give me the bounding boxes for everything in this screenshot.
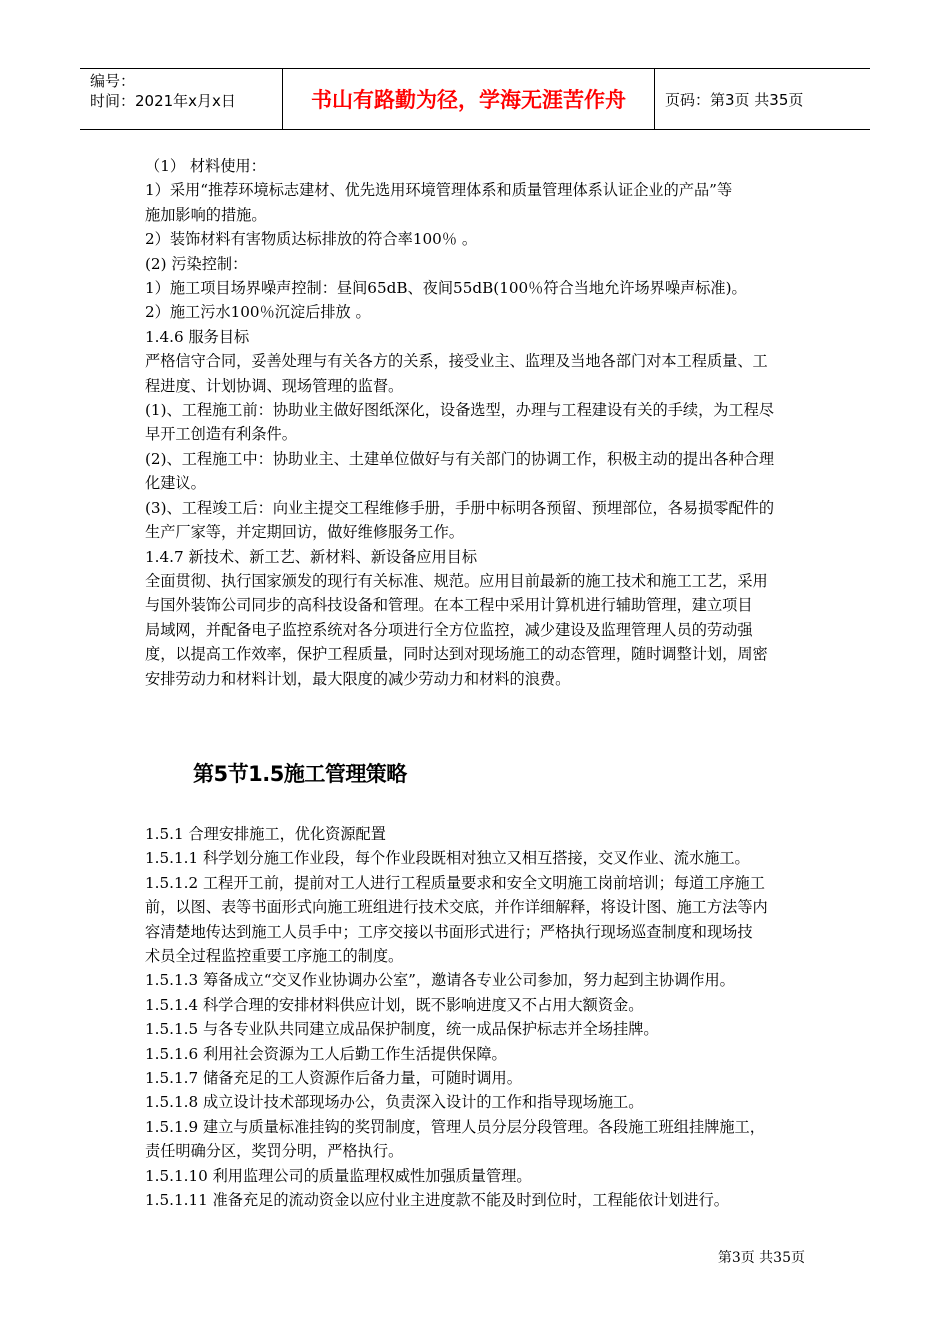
body-line: 1.5.1.6 利用社会资源为工人后勤工作生活提供保障。 — [145, 1044, 507, 1063]
body-line: 1.5.1.2 工程开工前，提前对工人进行工程质量要求和安全文明施工岗前培训；每道工序施工 — [145, 873, 765, 892]
body-line: （1） 材料使用： — [145, 157, 266, 175]
body-text-lower — [145, 822, 815, 1213]
body-line: 安排劳动力和材料计划，最大限度的减少劳动力和材料的浪费。 — [145, 669, 571, 688]
body-line: 1.5.1.5 与各专业队共同建立成品保护制度，统一成品保护标志并全场挂牌。 — [145, 1020, 659, 1039]
body-line: 施加影响的措施。 — [145, 205, 267, 224]
body-line: 1）施工项目场界噪声控制：昼间65dB、夜间55dB(100％符合当地允许场界噪声标准)。 — [145, 279, 747, 298]
body-line: 1.5.1.3 筹备成立“交叉作业协调办公室”，邀请各专业公司参加，努力起到主协调作用。 — [145, 971, 735, 990]
body-line: 1.5.1.9 建立与质量标准挂钩的奖罚制度，管理人员分层分段管理。各段施工班组挂牌施工， — [145, 1117, 765, 1136]
body-line: 前，以图、表等书面形式向施工班组进行技术交底，并作详细解释，将设计图、施工方法等内 — [145, 898, 768, 917]
body-line: 1）采用“推荐环境标志建材、优先选用环境管理体系和质量管理体系认证企业的产品”等 — [145, 181, 733, 200]
body-line: 化建议。 — [145, 474, 206, 493]
body-line: 局域网，并配备电子监控系统对各分项进行全方位监控，减少建设及监理管理人员的劳动强 — [145, 620, 753, 639]
body-line: (2) 污染控制： — [145, 254, 248, 273]
header-page-number: 页码：第3页 共35页 — [665, 90, 804, 109]
body-line: 1.5.1 合理安排施工，优化资源配置 — [145, 825, 386, 843]
body-text-upper — [145, 154, 815, 691]
body-line: 1.4.6 服务目标 — [145, 327, 250, 346]
body-line: 1.5.1.11 准备充足的流动资金以应付业主进度款不能及时到位时，工程能依计划进行。 — [145, 1191, 729, 1210]
page-footer: 第3页 共35页 — [717, 1250, 805, 1266]
body-line: 责任明确分区，奖罚分明，严格执行。 — [145, 1142, 404, 1161]
document-number-label: 编号： — [90, 72, 136, 90]
body-line: 容清楚地传达到施工人员手中；工序交接以书面形式进行；严格执行现场巡查制度和现场技 — [145, 922, 753, 941]
body-line: 2）施工污水100％沉淀后排放 。 — [145, 303, 371, 322]
page-header — [80, 68, 870, 130]
section-heading: 第5节1.5施工管理策略 — [193, 762, 407, 786]
body-line: 1.5.1.7 储备充足的工人资源作后备力量，可随时调用。 — [145, 1069, 522, 1088]
body-line: 全面贯彻、执行国家颁发的现行有关标准、规范。应用目前最新的施工技术和施工工艺，采用 — [145, 571, 768, 590]
body-line: 1.5.1.4 科学合理的安排材料供应计划，既不影响进度又不占用大额资金。 — [145, 995, 644, 1014]
body-line: 1.5.1.10 利用监理公司的质量监理权威性加强质量管理。 — [145, 1166, 532, 1185]
body-line: 度，以提高工作效率，保护工程质量，同时达到对现场施工的动态管理，随时调整计划，周密 — [145, 645, 768, 664]
body-line: 严格信守合同，妥善处理与有关各方的关系，接受业主、监理及当地各部门对本工程质量、工 — [145, 352, 768, 371]
document-time-label: 时间：2021年x月x日 — [90, 92, 236, 110]
body-line: 生产厂家等，并定期回访，做好维修服务工作。 — [145, 523, 464, 542]
body-line: 1.5.1.1 科学划分施工作业段，每个作业段既相对独立又相互搭接，交叉作业、流水施工。 — [145, 849, 750, 868]
body-line: 2）装饰材料有害物质达标排放的符合率100％ 。 — [145, 230, 478, 249]
body-line: (3)、工程竣工后：向业主提交工程维修手册，手册中标明各预留、预埋部位，各易损零配件的 — [145, 498, 775, 517]
body-line: 术员全过程监控重要工序施工的制度。 — [145, 947, 404, 966]
header-meta — [80, 69, 282, 129]
body-line: 1.5.1.8 成立设计技术部现场办公，负责深入设计的工作和指导现场施工。 — [145, 1093, 644, 1112]
body-line: (1)、工程施工前：协助业主做好图纸深化，设备选型，办理与工程建设有关的手续，为工程尽 — [145, 401, 775, 420]
header-motto: 书山有路勤为径，学海无涯苦作舟 — [282, 69, 655, 129]
body-line: 程进度、计划协调、现场管理的监督。 — [145, 376, 404, 395]
body-line: 与国外装饰公司同步的高科技设备和管理。在本工程中采用计算机进行辅助管理，建立项目 — [145, 596, 753, 615]
body-line: (2)、工程施工中：协助业主、土建单位做好与有关部门的协调工作，积极主动的提出各种合理 — [145, 449, 775, 468]
body-line: 1.4.7 新技术、新工艺、新材料、新设备应用目标 — [145, 547, 478, 566]
body-line: 早开工创造有利条件。 — [145, 425, 297, 444]
